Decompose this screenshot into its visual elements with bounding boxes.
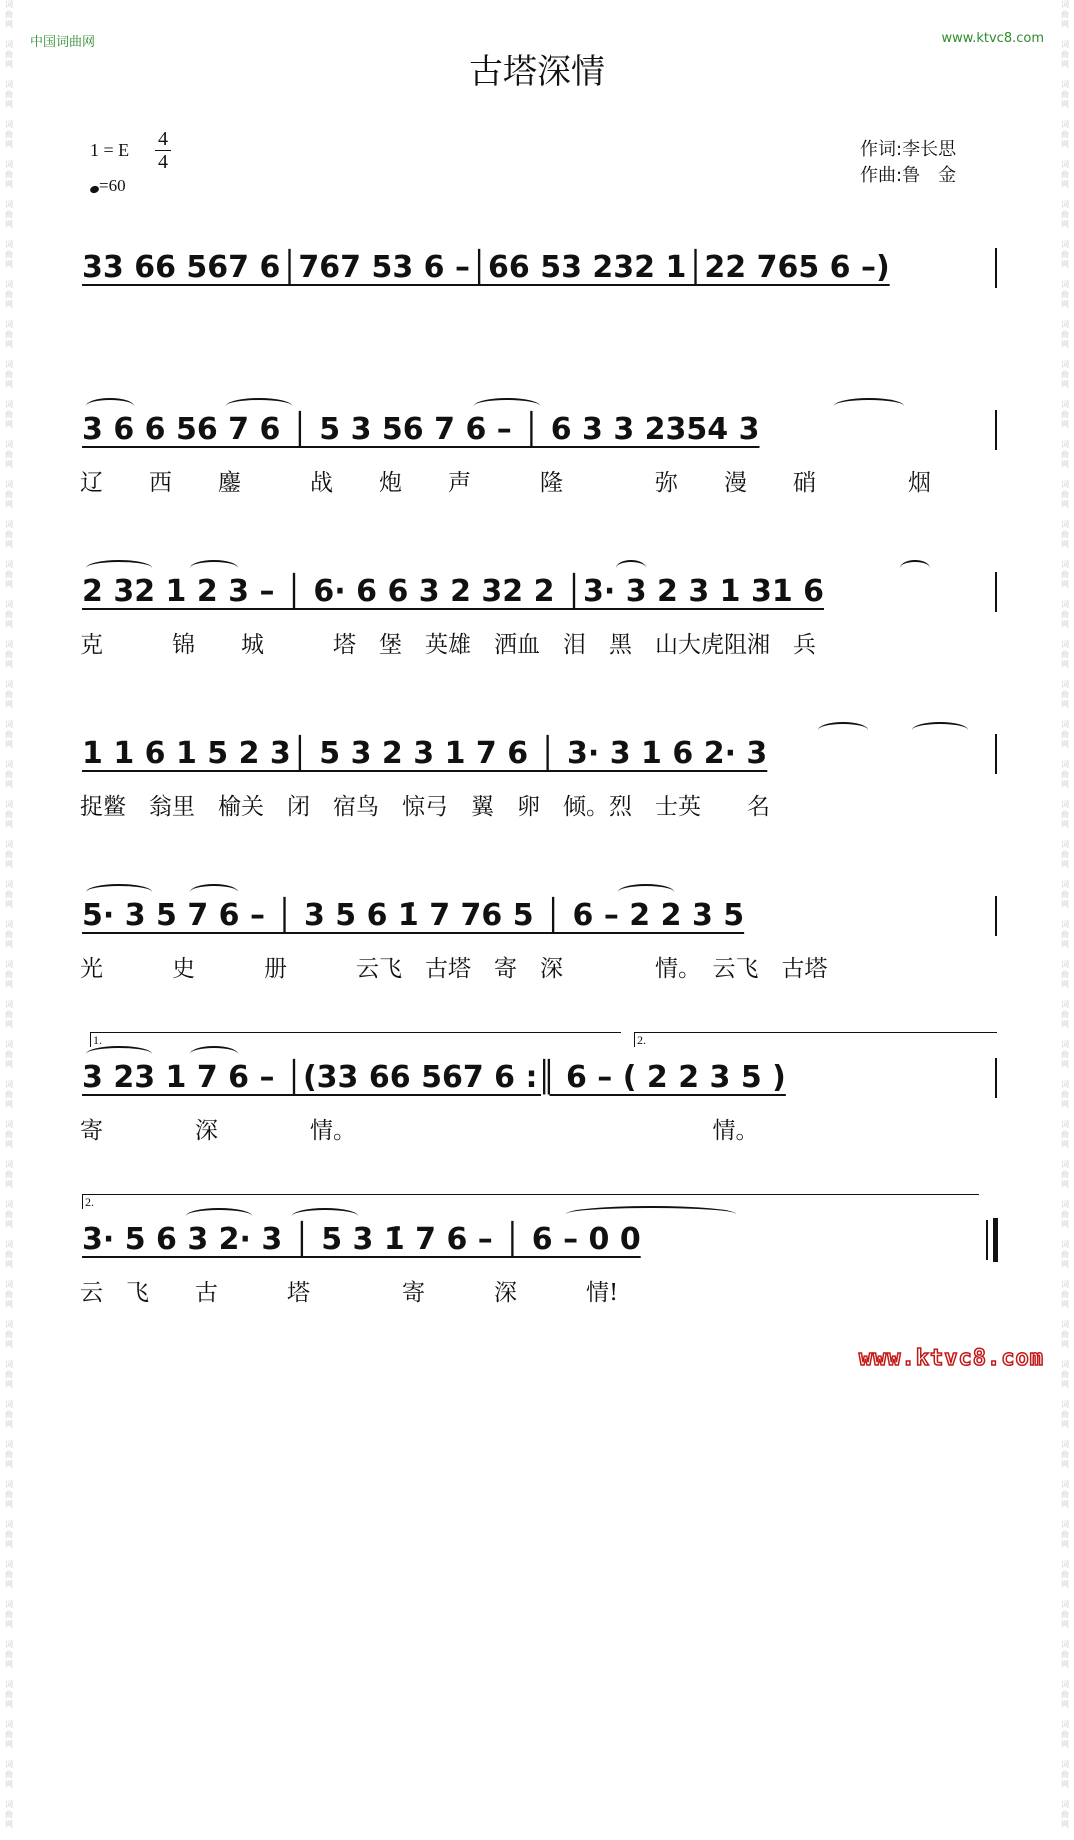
- notation-line: 5· 3 5 7 6 – │ 3 5 6 1̇ 7 76 5 │ 6 – 2 2 3 5: [82, 898, 745, 933]
- lyrics-line: 辽 西 鏖 战 炮 声 隆 弥 漫 硝 烟: [80, 470, 931, 496]
- meter-bottom: 4: [158, 151, 168, 173]
- left-watermark-strip: [2, 0, 16, 1829]
- composer-credit: 作曲:鲁 金: [860, 165, 957, 186]
- key-signature: [90, 140, 129, 161]
- notation-line: 1 1 6 1 5 2 3│ 5 3 2 3 1 7 6 │ 3· 3 1 6 2· 3: [82, 736, 768, 771]
- slur: [818, 722, 868, 738]
- final-barline-thick: [993, 1218, 998, 1262]
- tempo-value: =60: [99, 176, 126, 195]
- site-name-link[interactable]: 中国词曲网: [30, 35, 96, 50]
- barline: [995, 410, 997, 450]
- credits: [860, 137, 956, 189]
- notation-line: 33 66 567 6│767 53 6 –│66 53 232 1│22 765 6 –): [82, 250, 890, 285]
- volta-label: 2.: [637, 1033, 646, 1047]
- key-text: 1 = E: [90, 140, 130, 160]
- barline: [995, 572, 997, 612]
- slur: [900, 560, 930, 576]
- notation-line: 3· 5 6 3 2· 3 │ 5 3 1̇ 7 6 – │ 6 – 0 0: [82, 1222, 641, 1257]
- lyrics-line: 光 史 册 云飞 古塔 寄 深 情。 云飞 古塔: [80, 956, 828, 982]
- final-barline-thin: [986, 1220, 988, 1260]
- volta-label: 1.: [93, 1033, 102, 1047]
- barline: [995, 248, 997, 288]
- watermark-text: 词 曲 网 词 曲 网 词 曲 网 词 曲 网 词 曲 网 词 曲 网 词 曲 网 词 曲 网 词 曲 网 词 曲 网 词 曲 网 词 曲 网 词 曲 网 词 曲 网 词 曲 网 词 曲 网 词 曲 网 词 曲 网 词 曲 网 词 曲 网 词 曲 网 词 曲 网 词 曲 网 词 曲 网 词 曲 网 词 曲 网 词 曲 网 词 曲 网 词 曲 网 词 曲 网 词 曲 网 词 曲 网 词 曲 网 词 曲 网 词 曲 网 词 曲 网 词 曲 网 词 曲 网 词 曲 网 词 曲 网 词 曲 网 词 曲 网 词 曲 网 词 曲 网 词 曲 网 词 曲 网: [1061, 0, 1069, 1829]
- barline: [995, 1058, 997, 1098]
- tempo-marking: [90, 176, 126, 196]
- second-ending-bracket: [634, 1032, 997, 1047]
- site-url-link[interactable]: www.ktvc8.com: [941, 31, 1044, 46]
- notation-line: 3 23 1 7 6 – │(33 66 567 6 :║ 6 – ( 2 2 3 5 ): [82, 1060, 786, 1095]
- first-ending-bracket: [90, 1032, 621, 1047]
- coda-ending-bracket: [82, 1194, 979, 1209]
- lyrics-line: 云 飞 古 塔 寄 深 情!: [80, 1280, 619, 1306]
- lyrics-line: 捉鳖 翁里 榆关 闭 宿鸟 惊弓 翼 卵 倾。烈 士英 名: [80, 794, 770, 820]
- right-watermark-strip: [1058, 0, 1072, 1829]
- time-signature: [153, 128, 173, 173]
- notation-line: 2 32 1 2 3 – │ 6· 6 6 3 2 32 2 │3· 3 2 3 1 31 6: [82, 574, 825, 609]
- lyrics-line: 克 锦 城 塔 堡 英雄 洒血 泪 黑 山大虎阻湘 兵: [80, 632, 816, 658]
- barline: [995, 896, 997, 936]
- lyricist-credit: 作词:李长思: [860, 139, 957, 160]
- slur: [912, 722, 968, 738]
- site-logo[interactable]: www.ktvc8.com: [858, 1346, 1044, 1371]
- notation-line: 3 6 6 56 7 6 │ 5 3 56 7 6 – │ 6 3 3 2354 3: [82, 412, 760, 447]
- volta-label: 2.: [85, 1195, 94, 1209]
- barline: [995, 734, 997, 774]
- meter-top: 4: [158, 128, 168, 150]
- watermark-text: 词 曲 网 词 曲 网 词 曲 网 词 曲 网 词 曲 网 词 曲 网 词 曲 网 词 曲 网 词 曲 网 词 曲 网 词 曲 网 词 曲 网 词 曲 网 词 曲 网 词 曲 网 词 曲 网 词 曲 网 词 曲 网 词 曲 网 词 曲 网 词 曲 网 词 曲 网 词 曲 网 词 曲 网 词 曲 网 词 曲 网 词 曲 网 词 曲 网 词 曲 网 词 曲 网 词 曲 网 词 曲 网 词 曲 网 词 曲 网 词 曲 网 词 曲 网 词 曲 网 词 曲 网 词 曲 网 词 曲 网 词 曲 网 词 曲 网 词 曲 网 词 曲 网 词 曲 网 词 曲 网: [5, 0, 13, 1829]
- lyrics-line: 寄 深 情。 情。: [80, 1118, 759, 1144]
- slur: [834, 398, 904, 414]
- song-title: 古塔深情: [469, 52, 605, 92]
